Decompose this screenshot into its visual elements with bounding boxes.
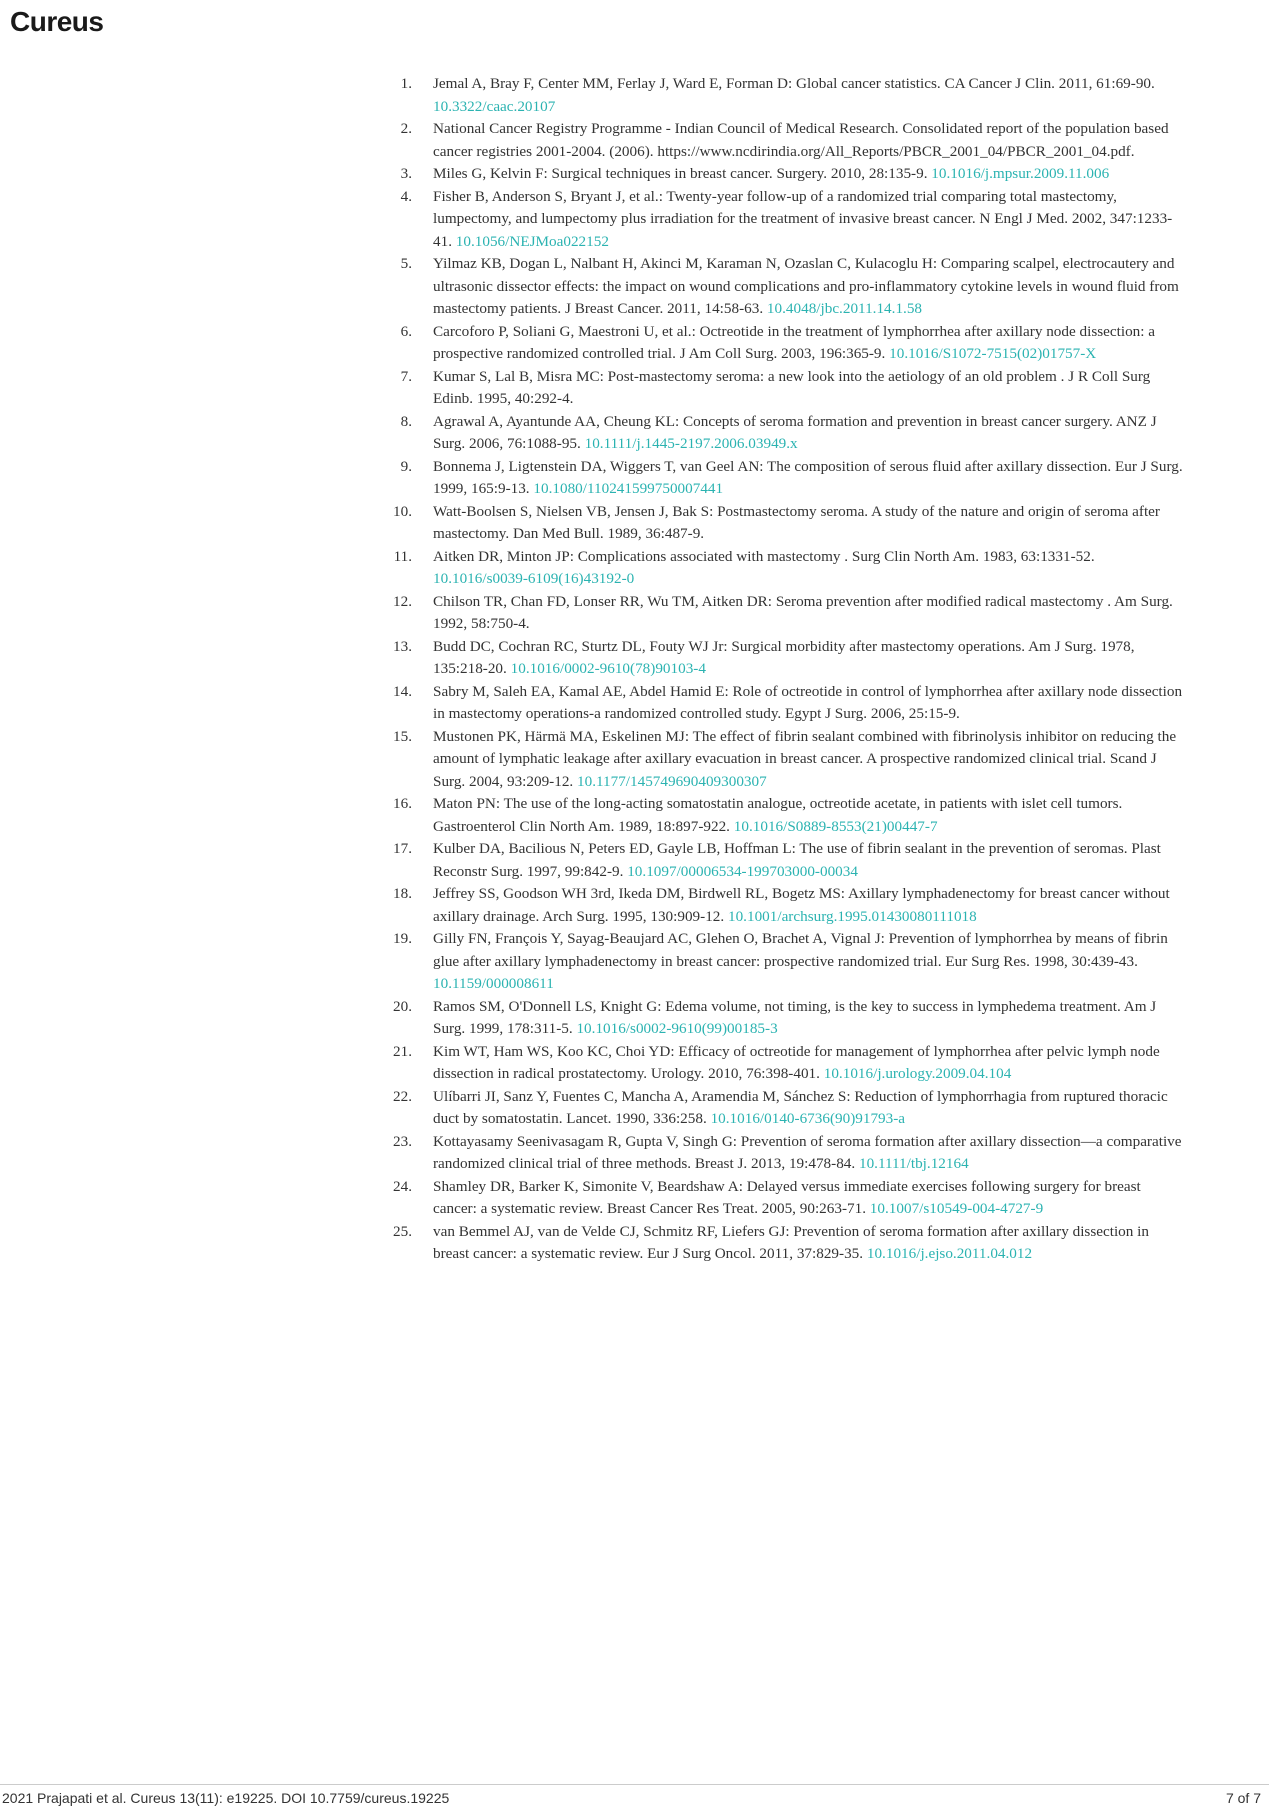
reference-text: Kim WT, Ham WS, Koo KC, Choi YD: Efficacy of octreotide for management of lymphorrhea after pelvic lymph node dissection in radical prostatectomy. Urology. 2010, 76:398-401.	[433, 1042, 1160, 1082]
reference-item	[388, 793, 1188, 838]
reference-item	[388, 118, 1188, 163]
reference-item	[388, 163, 1188, 186]
reference-number: 8.	[400, 412, 412, 430]
doi-link[interactable]: 10.4048/jbc.2011.14.1.58	[766, 300, 923, 317]
reference-item	[388, 456, 1188, 501]
reference-number: 23.	[393, 1132, 412, 1150]
doi-link[interactable]: 10.1159/000008611	[433, 975, 554, 992]
reference-text: Yilmaz KB, Dogan L, Nalbant H, Akinci M, Karaman N, Ozaslan C, Kulacoglu H: Comparing scalpel, electrocautery and ultrasonic dissector effects: the impact on wound complications and pro-inflammatory cytokine levels in wound fluid from mastectomy patients. J Breast Cancer. 2011, 14:58-63.	[433, 255, 1179, 317]
doi-link[interactable]: 10.1016/j.urology.2009.04.104	[823, 1065, 1012, 1082]
reference-item	[388, 996, 1188, 1041]
reference-number: 21.	[393, 1042, 412, 1060]
reference-item	[388, 1041, 1188, 1086]
reference-number: 4.	[400, 187, 412, 205]
reference-text: Chilson TR, Chan FD, Lonser RR, Wu TM, Aitken DR: Seroma prevention after modified radical mastectomy . Am Surg. 1992, 58:750-4.	[433, 592, 1173, 632]
doi-link[interactable]: 10.1056/NEJMoa022152	[455, 232, 609, 250]
reference-text: Maton PN: The use of the long-acting somatostatin analogue, octreotide acetate, in patients with islet cell tumors. Gastroenterol Clin North Am. 1989, 18:897-922.	[433, 795, 1123, 835]
reference-item	[388, 636, 1188, 681]
doi-link[interactable]: 10.1097/00006534-199703000-00034	[627, 862, 858, 880]
doi-link[interactable]: 10.1016/j.mpsur.2009.11.006	[931, 165, 1110, 182]
reference-text: Jeffrey SS, Goodson WH 3rd, Ikeda DM, Birdwell RL, Bogetz MS: Axillary lymphadenectomy for breast cancer without axillary drainage. Arch Surg. 1995, 130:909-12.	[433, 885, 1170, 925]
cureus-logo: Cureus	[10, 6, 104, 37]
reference-number: 20.	[393, 997, 412, 1015]
reference-number: 6.	[400, 322, 412, 340]
doi-link[interactable]: 10.1080/110241599750007441	[533, 480, 724, 497]
doi-link[interactable]: 10.1016/0002-9610(78)90103-4	[510, 660, 706, 677]
reference-number: 25.	[393, 1222, 412, 1240]
reference-text: Agrawal A, Ayantunde AA, Cheung KL: Concepts of seroma formation and prevention in breast cancer surgery. ANZ J Surg. 2006, 76:1088-95.	[433, 412, 1157, 452]
reference-text: Sabry M, Saleh EA, Kamal AE, Abdel Hamid E: Role of octreotide in control of lymphorrhea after axillary node dissection in mastectomy operations-a randomized controlled study. Egypt J Surg. 2006, 25:15-9.	[433, 682, 1183, 722]
doi-link[interactable]: 10.1111/tbj.12164	[858, 1155, 969, 1172]
doi-link[interactable]: 10.1177/145749690409300307	[577, 772, 767, 790]
reference-item	[388, 1131, 1188, 1176]
doi-link[interactable]: 10.1111/j.1445-2197.2006.03949.x	[584, 435, 798, 452]
reference-text: Bonnema J, Ligtenstein DA, Wiggers T, van Geel AN: The composition of serous fluid after axillary dissection. Eur J Surg. 1999, 165:9-13.	[433, 457, 1183, 497]
reference-text: Kumar S, Lal B, Misra MC: Post-mastectomy seroma: a new look into the aetiology of an old problem . J R Coll Surg Edinb. 1995, 40:292-4.	[433, 367, 1151, 407]
reference-text: Gilly FN, François Y, Sayag-Beaujard AC, Glehen O, Brachet A, Vignal J: Prevention of lymphorrhea by means of fibrin glue after axillary lymphadenectomy in breast cancer: prospective randomized trial. Eur Surg Res. 1998, 30:439-43.	[433, 930, 1168, 970]
reference-text: Watt-Boolsen S, Nielsen VB, Jensen J, Bak S: Postmastectomy seroma. A study of the nature and origin of seroma after mastectomy. Dan Med Bull. 1989, 36:487-9.	[433, 502, 1160, 542]
reference-number: 3.	[400, 165, 412, 182]
reference-number: 10.	[393, 502, 412, 520]
reference-number: 12.	[393, 592, 412, 610]
reference-item	[388, 591, 1188, 636]
reference-text: Ulíbarri JI, Sanz Y, Fuentes C, Mancha A, Aramendia M, Sánchez S: Reduction of lymphorrhagia from ruptured thoracic duct by somatostatin. Lancet. 1990, 336:258.	[433, 1087, 1168, 1127]
reference-number: 2.	[400, 120, 412, 137]
reference-text: Aitken DR, Minton JP: Complications associated with mastectomy . Surg Clin North Am. 1983, 63:1331-52.	[433, 547, 1095, 565]
reference-item	[388, 411, 1188, 456]
reference-text: Miles G, Kelvin F: Surgical techniques in breast cancer. Surgery. 2010, 28:135-9.	[433, 165, 932, 182]
reference-number: 9.	[400, 457, 412, 475]
reference-number: 18.	[393, 885, 412, 902]
footer-citation: 2021 Prajapati et al. Cureus 13(11): e19225. DOI 10.7759/cureus.19225	[2, 1790, 450, 1806]
doi-link[interactable]: 10.1016/S1072-7515(02)01757-X	[889, 345, 1097, 362]
doi-link[interactable]: 10.1007/s10549-004-4727-9	[869, 1200, 1044, 1217]
doi-link[interactable]: 10.1016/0140-6736(90)91793-a	[710, 1110, 906, 1127]
reference-item	[388, 883, 1188, 928]
reference-item	[388, 838, 1188, 883]
footer-divider	[0, 1784, 1269, 1785]
reference-number: 13.	[393, 637, 412, 655]
reference-item	[388, 1221, 1188, 1266]
reference-text: Jemal A, Bray F, Center MM, Ferlay J, Ward E, Forman D: Global cancer statistics. CA Cancer J Clin. 2011, 61:69-90.	[433, 75, 1155, 92]
reference-number: 1.	[400, 75, 412, 92]
reference-item	[388, 726, 1188, 794]
reference-text: Ramos SM, O'Donnell LS, Knight G: Edema volume, not timing, is the key to success in lymphedema treatment. Am J Surg. 1999, 178:311-5.	[433, 997, 1157, 1037]
reference-text: van Bemmel AJ, van de Velde CJ, Schmitz RF, Liefers GJ: Prevention of seroma formation after axillary dissection in breast cancer: a systematic review. Eur J Surg Oncol. 2011, 37:829-35.	[433, 1222, 1149, 1262]
reference-number: 11.	[393, 547, 412, 565]
reference-item	[388, 73, 1188, 118]
reference-item	[388, 928, 1188, 996]
reference-number: 5.	[400, 255, 412, 272]
doi-link[interactable]: 10.1001/archsurg.1995.01430080111018	[727, 907, 977, 925]
reference-number: 16.	[393, 795, 412, 812]
reference-number: 14.	[393, 682, 412, 700]
doi-link[interactable]: 10.1016/s0039-6109(16)43192-0	[433, 570, 635, 587]
reference-text: Fisher B, Anderson S, Bryant J, et al.: Twenty-year follow-up of a randomized trial comparing total mastectomy, lumpectomy, and lumpectomy plus irradiation for the treatment of invasive breast cancer. N Engl J Med. 2002, 347:1233-41.	[433, 187, 1173, 250]
reference-item	[388, 546, 1188, 591]
reference-text: Kottayasamy Seenivasagam R, Gupta V, Singh G: Prevention of seroma formation after axillary dissection—a comparative randomized clinical trial of three methods. Breast J. 2013, 19:478-84.	[433, 1132, 1182, 1172]
reference-text: National Cancer Registry Programme - Indian Council of Medical Research. Consolidated report of the population based cancer registries 2001-2004. (2006). https://www.ncdirindia.org/All_Reports/PBCR_2001_04/PBCR_2001_04.pdf.	[433, 120, 1169, 160]
reference-item	[388, 186, 1188, 254]
reference-text: Kulber DA, Bacilious N, Peters ED, Gayle LB, Hoffman L: The use of fibrin sealant in the prevention of seromas. Plast Reconstr Surg. 1997, 99:842-9.	[433, 840, 1161, 880]
reference-item	[388, 1176, 1188, 1221]
reference-text: Shamley DR, Barker K, Simonite V, Beardshaw A: Delayed versus immediate exercises following surgery for breast cancer: a systematic review. Breast Cancer Res Treat. 2005, 90:263-71.	[433, 1177, 1141, 1217]
reference-list	[388, 73, 1188, 1266]
page-number: 7 of 7	[1225, 1790, 1261, 1806]
reference-item	[388, 366, 1188, 411]
reference-text: Carcoforo P, Soliani G, Maestroni U, et al.: Octreotide in the treatment of lymphorrhea after axillary node dissection: a prospective randomized controlled trial. J Am Coll Surg. 2003, 196:365-9.	[433, 322, 1156, 362]
reference-item	[388, 1086, 1188, 1131]
reference-number: 24.	[393, 1177, 412, 1195]
reference-item	[388, 321, 1188, 366]
reference-text: Mustonen PK, Härmä MA, Eskelinen MJ: The effect of fibrin sealant combined with fibrinolysis inhibitor on reducing the amount of lymphatic leakage after axillary evacuation in breast cancer. A prospective randomized clinical trial. Scand J Surg. 2004, 93:209-12.	[433, 727, 1177, 790]
reference-item	[388, 253, 1188, 321]
doi-link[interactable]: 10.3322/caac.20107	[433, 97, 556, 115]
reference-number: 7.	[400, 367, 412, 385]
reference-item	[388, 681, 1188, 726]
doi-link[interactable]: 10.1016/j.ejso.2011.04.012	[866, 1245, 1033, 1262]
doi-link[interactable]: 10.1016/s0002-9610(99)00185-3	[576, 1020, 778, 1037]
reference-number: 15.	[393, 727, 412, 745]
reference-text: Budd DC, Cochran RC, Sturtz DL, Fouty WJ Jr: Surgical morbidity after mastectomy operations. Am J Surg. 1978, 135:218-20.	[433, 637, 1135, 677]
reference-item	[388, 501, 1188, 546]
doi-link[interactable]: 10.1016/S0889-8553(21)00447-7	[733, 817, 938, 835]
reference-number: 22.	[393, 1087, 412, 1105]
reference-number: 17.	[393, 840, 412, 857]
reference-number: 19.	[393, 930, 412, 947]
